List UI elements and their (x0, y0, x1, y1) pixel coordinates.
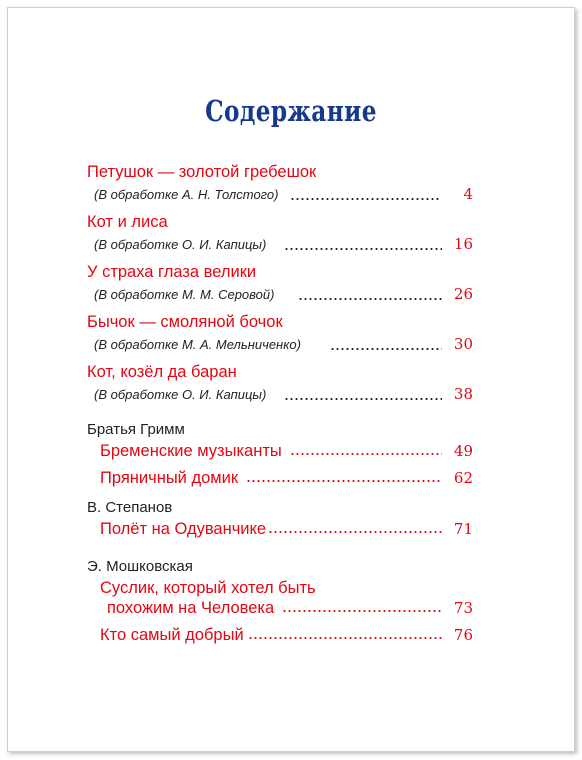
dot-leader (282, 609, 442, 613)
toc-entry-title[interactable]: Петушок — золотой гребешок (87, 163, 317, 181)
toc-entry-note: (В обработке О. И. Капицы) (94, 237, 267, 252)
dot-leader (298, 297, 442, 301)
author-name: В. Степанов (87, 499, 173, 516)
author-name: Братья Гримм (87, 421, 185, 438)
dot-leader (268, 530, 442, 534)
toc-entry-title[interactable]: Суслик, который хотел быть (100, 579, 316, 597)
toc-entry-title[interactable]: Кто самый добрый (100, 626, 244, 644)
dot-leader (246, 479, 442, 483)
page-number: 16 (453, 235, 473, 253)
page-number: 38 (453, 385, 473, 403)
page-number: 30 (453, 335, 473, 353)
toc-entry-note: (В обработке О. И. Капицы) (94, 387, 267, 402)
page-number: 49 (453, 442, 473, 460)
page-number: 76 (453, 626, 473, 644)
toc-entry-title[interactable]: У страха глаза велики (87, 263, 257, 281)
dot-leader (248, 636, 442, 640)
page-number: 71 (453, 520, 473, 538)
toc-entry-title[interactable]: Бременские музыканты (100, 442, 282, 460)
author-name: Э. Мошковская (87, 558, 193, 575)
dot-leader (330, 347, 442, 351)
toc-entry-title[interactable]: Кот и лиса (87, 213, 168, 231)
toc-entry-title[interactable]: Пряничный домик (100, 469, 239, 487)
toc-entry-note: (В обработке М. М. Серовой) (94, 287, 275, 302)
page-number: 73 (453, 599, 473, 617)
page-number: 26 (453, 285, 473, 303)
toc-entry-title[interactable]: Полёт на Одуванчике (100, 520, 267, 538)
toc-entry-title[interactable]: Кот, козёл да баран (87, 363, 237, 381)
dot-leader (290, 452, 442, 456)
page-number: 62 (453, 469, 473, 487)
dot-leader (284, 397, 442, 401)
dot-leader (284, 247, 442, 251)
page-number: 4 (463, 185, 473, 203)
page-title: Содержание (205, 94, 377, 128)
toc-entry-note: (В обработке М. А. Мельниченко) (94, 337, 301, 352)
toc-entry-title[interactable]: Бычок — смоляной бочок (87, 313, 283, 331)
toc-entry-title-continued[interactable]: похожим на Человека (107, 599, 275, 617)
toc-entry-note: (В обработке А. Н. Толстого) (94, 187, 279, 202)
dot-leader (290, 197, 440, 201)
